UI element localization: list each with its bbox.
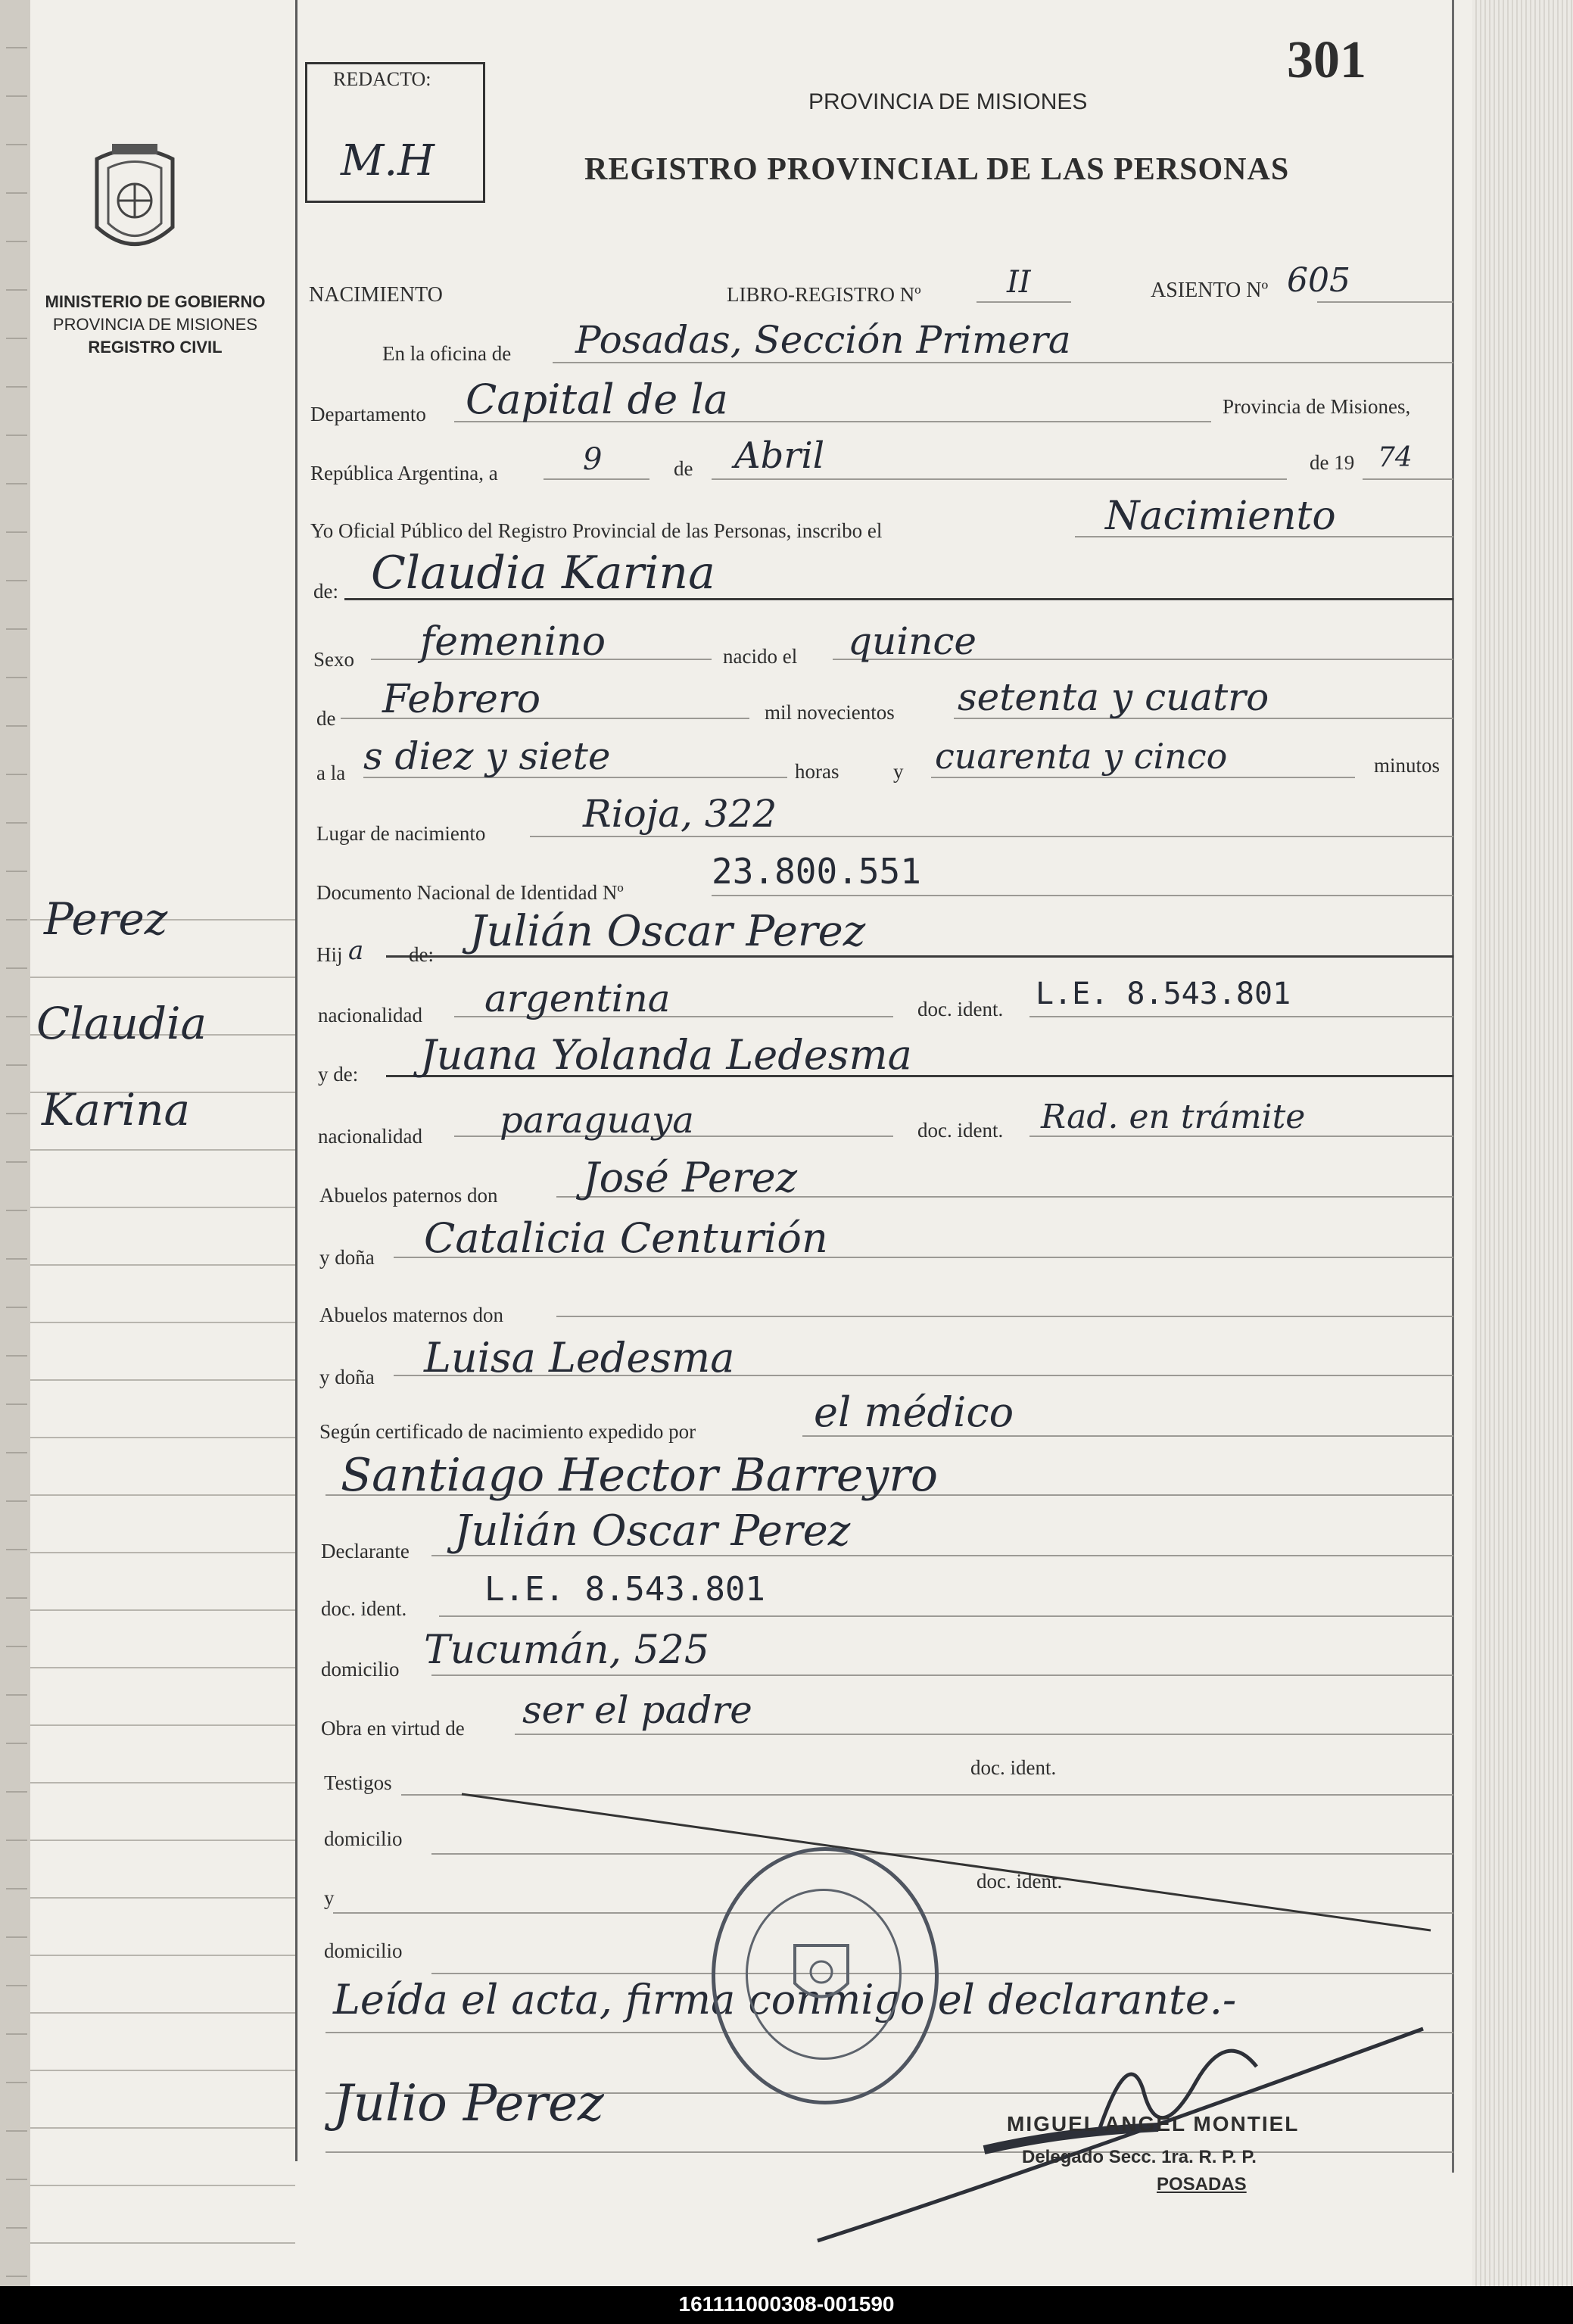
father-nationality-value: argentina: [484, 977, 671, 1020]
y-testigo-label: y: [324, 1886, 335, 1909]
margin-surname: Perez: [44, 893, 168, 945]
declarante-value: Julián Oscar Perez: [454, 1506, 851, 1556]
dni-value: 23.800.551: [712, 851, 921, 892]
facing-page-rules: [6, 0, 27, 2286]
hours-value: s diez y siete: [363, 734, 611, 778]
province-title: PROVINCIA DE MISIONES: [808, 89, 1088, 114]
emblem-caption: [30, 291, 280, 359]
registry-title: REGISTRO PROVINCIAL DE LAS PERSONAS: [584, 152, 1290, 187]
mil-label: mil novecientos: [765, 701, 895, 724]
declarante-doc-label: doc. ident.: [321, 1597, 407, 1620]
form-border-left: [295, 0, 297, 2161]
yde-label: y de:: [318, 1063, 359, 1086]
nacido-label: nacido el: [723, 645, 798, 668]
redacto-initials: M.H: [341, 136, 435, 185]
declarante-signature: Julio Perez: [333, 2074, 604, 2132]
abuela-paterna-label: y doña: [319, 1246, 375, 1269]
month-value: Abril: [734, 435, 825, 477]
testigo-doc-label: doc. ident.: [970, 1756, 1057, 1779]
abuelos-maternos-label: Abuelos maternos don: [319, 1304, 503, 1326]
mother-nationality-value: paraguaya: [500, 1099, 694, 1142]
leida-text: Leída el acta, firma conmigo el declarante.-: [333, 1976, 1237, 2023]
record-type-label: NACIMIENTO: [309, 283, 443, 307]
mother-nationality-label: nacionalidad: [318, 1125, 422, 1148]
oficina-value: Posadas, Sección Primera: [575, 318, 1071, 362]
y-label: y: [893, 760, 904, 783]
provincia-suffix: Provincia de Misiones,: [1223, 395, 1411, 418]
declarante-doc-value: L.E. 8.543.801: [484, 1570, 765, 1609]
mother-doc-value: Rad. en trámite: [1041, 1098, 1306, 1136]
libro-value: II: [1007, 265, 1031, 300]
dni-label: Documento Nacional de Identidad Nº: [316, 881, 624, 904]
document-id: 161111000308-001590: [678, 2292, 895, 2316]
nacido-value: quince: [848, 619, 977, 663]
form-border-right: [1452, 0, 1454, 2173]
testigo2-doc-label: doc. ident.: [977, 1870, 1063, 1893]
republica-label: República Argentina, a: [310, 462, 498, 484]
year-words-value: setenta y cuatro: [958, 675, 1269, 719]
hijo-de-label: de:: [409, 943, 434, 966]
libro-label: LIBRO-REGISTRO Nº: [727, 283, 921, 306]
year-prefix: de 19: [1310, 451, 1355, 474]
margin-column-top: [30, 0, 295, 893]
year-value: 74: [1378, 442, 1413, 473]
abuelo-paterno-value: José Perez: [583, 1154, 798, 1201]
lugar-value: Rioja, 322: [583, 792, 777, 836]
domicilio-value: Tucumán, 525: [424, 1628, 709, 1673]
oficina-label: En la oficina de: [382, 342, 512, 365]
horas-label: horas: [795, 760, 839, 783]
testigo-domicilio-label: domicilio: [324, 1827, 403, 1850]
medico-value: Santiago Hector Barreyro: [341, 1449, 939, 1502]
redacto-label: REDACTO:: [333, 68, 431, 90]
page-number: 301: [1287, 31, 1366, 89]
inscribo-value: Nacimiento: [1105, 494, 1336, 539]
official-place: POSADAS: [1157, 2174, 1247, 2195]
father-nationality-label: nacionalidad: [318, 1004, 422, 1026]
father-doc-value: L.E. 8.543.801: [1036, 977, 1291, 1011]
minutos-label: minutos: [1374, 754, 1441, 777]
name-value: Claudia Karina: [371, 547, 715, 600]
father-value: Julián Oscar Perez: [469, 907, 866, 956]
obra-label: Obra en virtud de: [321, 1717, 465, 1740]
asiento-value: 605: [1287, 261, 1350, 300]
margin-second-name: Karina: [42, 1084, 191, 1136]
departamento-label: Departamento: [310, 403, 426, 425]
sexo-value: femenino: [420, 619, 606, 665]
minutes-value: cuarenta y cinco: [935, 736, 1228, 777]
official-title: Delegado Secc. 1ra. R. P. P.: [1022, 2147, 1257, 2167]
abuela-materna-value: Luisa Ledesma: [424, 1334, 735, 1382]
province-emblem-icon: [82, 136, 188, 265]
book-fore-edge: [1472, 0, 1573, 2286]
domicilio-label: domicilio: [321, 1658, 400, 1681]
emblem-line-ministerio: MINISTERIO DE GOBIERNO: [45, 292, 266, 311]
sexo-label: Sexo: [313, 648, 354, 671]
day-value: 9: [583, 442, 603, 477]
emblem-line-registro: REGISTRO CIVIL: [88, 338, 223, 357]
declarante-label: Declarante: [321, 1540, 410, 1562]
oficial-text: Yo Oficial Público del Registro Provincial de las Personas, inscribo el: [310, 519, 883, 542]
abuelos-paternos-label: Abuelos paternos don: [319, 1184, 498, 1207]
margin-first-name: Claudia: [36, 998, 207, 1049]
asiento-label: ASIENTO Nº: [1151, 279, 1269, 302]
abuela-materna-label: y doña: [319, 1366, 375, 1388]
father-doc-label: doc. ident.: [917, 998, 1004, 1020]
official-name: MIGUEL ANGEL MONTIEL: [1007, 2112, 1300, 2136]
cancellation-line: [454, 1787, 1438, 1938]
ala-label: a la: [316, 762, 346, 784]
testigos-label: Testigos: [324, 1771, 392, 1794]
mother-value: Juana Yolanda Ledesma: [420, 1031, 912, 1079]
hijo-suffix: a: [348, 936, 364, 966]
lugar-label: Lugar de nacimiento: [316, 822, 486, 845]
de-month-label: de: [316, 707, 336, 730]
mother-doc-label: doc. ident.: [917, 1119, 1004, 1142]
certificado-value: el médico: [814, 1388, 1014, 1436]
obra-value: ser el padre: [522, 1688, 752, 1732]
abuela-paterna-value: Cataliciа Centurión: [424, 1214, 828, 1262]
hijo-label: Hij: [316, 943, 343, 966]
testigo2-domicilio-label: domicilio: [324, 1939, 403, 1962]
de-name-label: de:: [313, 580, 338, 603]
emblem-line-provincia: PROVINCIA DE MISIONES: [52, 315, 258, 334]
certificado-label: Según certificado de nacimiento expedido por: [319, 1420, 696, 1443]
de-label: de: [674, 457, 693, 480]
birth-month-value: Febrero: [382, 677, 541, 722]
departamento-value: Capital de la: [466, 375, 728, 423]
